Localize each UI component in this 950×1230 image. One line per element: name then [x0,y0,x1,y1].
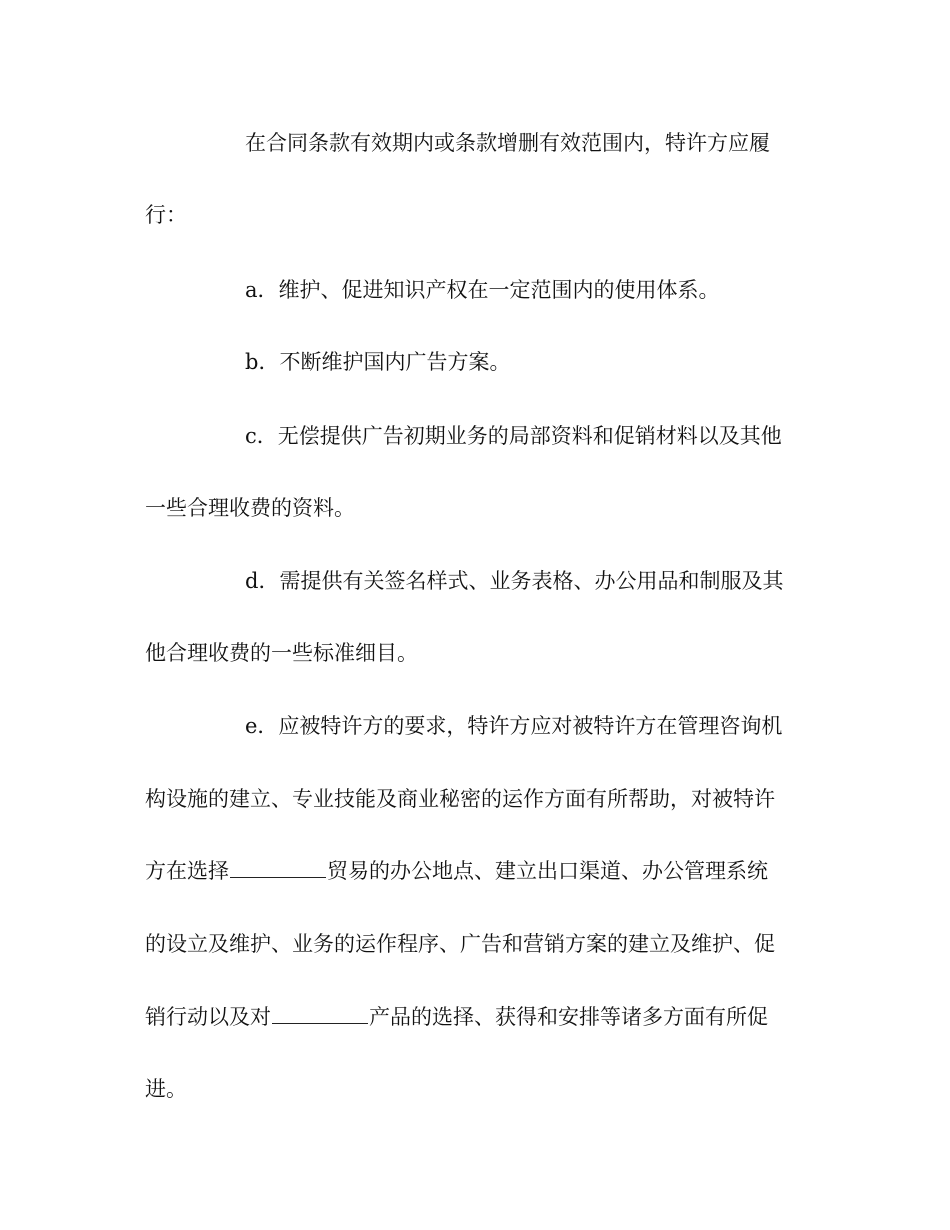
item-a: a．维护、促进知识产权在一定范围内的使用体系。 [245,278,720,302]
paragraph-line-1: 在合同条款有效期内或条款增删有效范围内，特许方应履 [245,131,770,155]
item-e-line-3-start: 方在选择 [145,859,229,883]
paragraph-line-2: 行： [145,203,187,227]
item-e-line-3-end: 贸易的办公地点、建立出口渠道、办公管理系统 [327,859,768,883]
item-e-line-5 [145,1003,768,1031]
item-e-line-6: 进。 [145,1077,187,1101]
item-e-line-5-end: 产品的选择、获得和安排等诸多方面有所促 [369,1005,768,1029]
item-e-line-1: e．应被特许方的要求，特许方应对被特许方在管理咨询机 [245,714,783,738]
item-d-line-1: d．需提供有关签名样式、业务表格、办公用品和制服及其 [245,569,784,593]
item-b: b．不断维护国内广告方案。 [245,350,511,374]
item-e-line-5-start: 销行动以及对 [145,1005,271,1029]
item-e-line-2: 构设施的建立、专业技能及商业秘密的运作方面有所帮助，对被特许 [145,787,775,811]
item-e-line-3 [145,857,768,885]
item-d-line-2: 他合理收费的一些标准细目。 [145,641,418,665]
item-c-line-1: c．无偿提供广告初期业务的局部资料和促销材料以及其他 [245,424,782,448]
blank-underline-2 [272,1005,368,1024]
blank-underline-1 [230,859,326,878]
item-c-line-2: 一些合理收费的资料。 [145,496,355,520]
item-e-line-4: 的设立及维护、业务的运作程序、广告和营销方案的建立及维护、促 [145,932,775,956]
